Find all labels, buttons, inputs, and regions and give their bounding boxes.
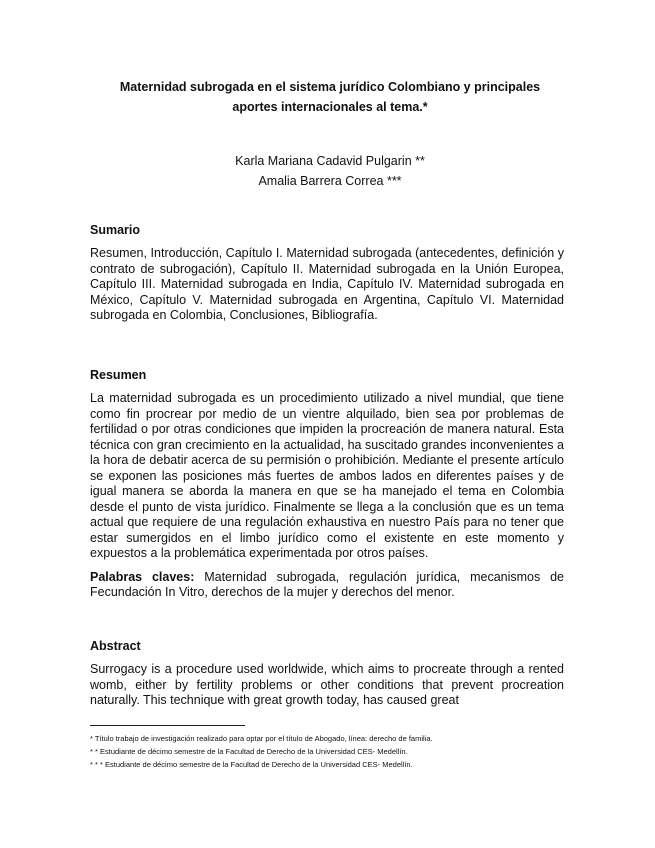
keywords-paragraph [90,570,564,601]
resumen-heading: Resumen [90,368,147,382]
keywords-label: Palabras claves: [90,569,195,584]
abstract-heading: Abstract [90,639,141,653]
author-1: Karla Mariana Cadavid Pulgarin ** [235,154,425,168]
abstract-section [90,638,564,709]
document-title [80,77,580,117]
footnote-3: * * * Estudiante de décimo semestre de la Facultad de Derecho de la Universidad CES- Medellín. [90,760,413,769]
footnote-divider [90,725,245,726]
sumario-text: Resumen, Introducción, Capítulo I. Maternidad subrogada (antecedentes, definición y contrato de subrogación), Capítulo II. Maternidad subrogada en la Unión Europea, Capítulo III. Maternidad subrogada en India, Capítulo IV. Maternidad subrogada en México, Capítulo V. Maternidad subrogada en Argentina, Capítulo VI. Maternidad subrogada en Colombia, Conclusiones, Bibliografía. [90,246,564,322]
abstract-text: Surrogacy is a procedure used worldwide, which aims to procreate through a rented womb, either by fertility problems or other conditions that prevent procreation naturally. This technique with great growth today, has caused great [90,662,564,707]
footnotes [90,732,570,771]
title-line-2: aportes internacionales al tema.* [232,100,428,114]
title-line-1: Maternidad subrogada en el sistema jurídico Colombiano y principales [119,80,541,94]
footnote-1: * Título trabajo de investigación realizado para optar por el título de Abogado, línea: derecho de familia. [90,734,433,743]
footnote-2: * * Estudiante de décimo semestre de la Facultad de Derecho de la Universidad CES- Medellín. [90,747,408,756]
resumen-text: La maternidad subrogada es un procedimiento utilizado a nivel mundial, que tiene como fin procrear por medio de un vientre alquilado, bien sea por problemas de fertilidad o por otras condiciones que impiden la procreación de manera natural. Esta técnica con gran crecimiento en la actualidad, ha suscitado grandes inconvenientes a la hora de debatir acerca de su permisión o prohibición. Mediante el presente artículo se exponen las posiciones más fuertes de ambos lados en diferentes países y de igual manera se aborda la manera en que se ha manejado el tema en Colombia desde el punto de vista jurídico. Finalmente se llega a la conclusión que es un tema actual que requiere de una regulación exhaustiva en nuestro País para no tener que estar sumergidos en el limbo jurídico como el existente en este momento y expuestos a la problemática experimentada por otros países. [90,391,564,560]
author-2: Amalia Barrera Correa *** [258,174,402,188]
resumen-section [90,367,564,601]
keywords-text: Maternidad subrogada, regulación jurídica, mecanismos de Fecundación In Vitro, derechos de la mujer y derechos del menor. [90,569,564,599]
sumario-heading: Sumario [90,223,141,237]
sumario-section [90,222,564,324]
author-list [80,151,580,191]
